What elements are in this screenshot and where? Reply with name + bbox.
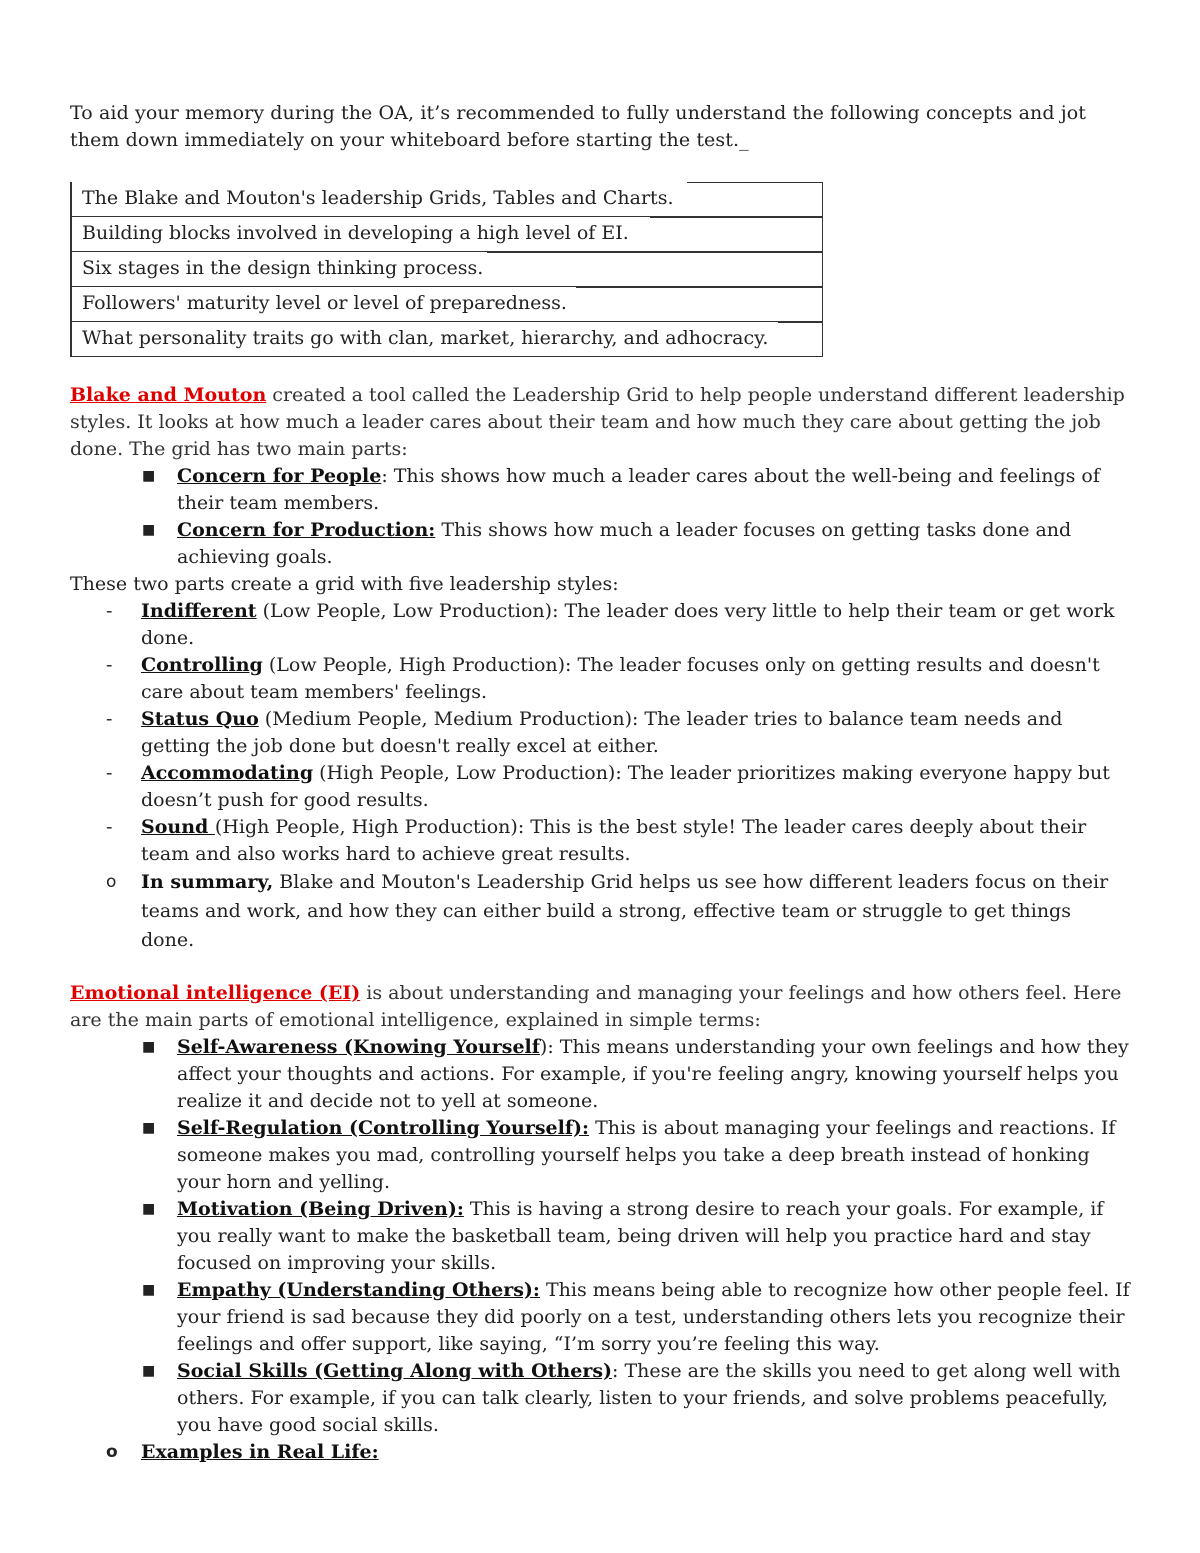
styles-intro: These two parts create a grid with five leadership styles: <box>70 573 619 595</box>
term: Concern for Production: <box>177 519 436 541</box>
square-bullet-icon: ■ <box>142 1282 156 1298</box>
square-bullet-icon: ■ <box>142 1201 156 1217</box>
list-item <box>70 1034 1130 1115</box>
row-underline <box>487 252 822 253</box>
circle-bullet-icon: o <box>106 1442 118 1462</box>
list-item <box>70 1358 1130 1439</box>
definition: (Medium People, Medium Production): The leader tries to balance team needs and getting the job done but doesn't really excel at either. <box>141 708 1063 757</box>
ei-intro-text: is about understanding and managing your feelings and how others feel. Here are the main parts of emotional intelligence, explained in simple terms: <box>70 982 1122 1031</box>
term: Sound <box>141 816 215 838</box>
term: Social Skills (Getting Along with Others) <box>177 1360 613 1382</box>
dash-bullet-icon: - <box>106 816 113 838</box>
definition: ): This means understanding your own feelings and how they affect your thoughts and actions. For example, if you're feeling angry, knowing yourself helps you realize it and decide not to yell at someone. <box>177 1036 1129 1112</box>
concept-text: Followers' maturity level or level of preparedness. <box>82 292 567 314</box>
concept-row <box>72 286 822 321</box>
square-bullet-icon: ■ <box>142 468 156 484</box>
examples-label: Examples in Real Life: <box>141 1441 379 1463</box>
term: Concern for People <box>177 465 382 487</box>
term: Self-Regulation (Controlling Yourself): <box>177 1117 590 1139</box>
list-item <box>70 1115 1130 1196</box>
concepts-table <box>70 182 823 357</box>
term: Indifferent <box>141 600 257 622</box>
definition: This is about managing your feelings and reactions. If someone makes you mad, controlling yourself helps you take a deep breath instead of honking your horn and yelling. <box>177 1117 1116 1193</box>
term: Self-Awareness (Knowing Yourself <box>177 1036 540 1058</box>
row-underline <box>650 217 822 218</box>
square-bullet-icon: ■ <box>142 1039 156 1055</box>
concept-text: The Blake and Mouton's leadership Grids, Tables and Charts. <box>82 187 674 209</box>
term: Accommodating <box>141 762 314 784</box>
dash-bullet-icon: - <box>106 708 113 730</box>
list-item <box>70 1196 1130 1277</box>
summary-text: Blake and Mouton's Leadership Grid helps us see how different leaders focus on their teams and work, and how they can either build a strong, effective team or struggle to get things done. <box>141 871 1109 951</box>
ei-heading: Emotional intelligence (EI) <box>70 982 361 1004</box>
ei-intro <box>70 980 1130 1034</box>
dash-bullet-icon: - <box>106 600 113 622</box>
term: Controlling <box>141 654 263 676</box>
concept-row <box>72 182 822 216</box>
concept-text: What personality traits go with clan, market, hierarchy, and adhocracy. <box>82 327 769 349</box>
definition: : This shows how much a leader cares about the well-being and feelings of their team members. <box>177 465 1100 514</box>
definition: This shows how much a leader focuses on getting tasks done and achieving goals. <box>177 519 1072 568</box>
list-item <box>70 598 1130 652</box>
definition: This means being able to recognize how other people feel. If your friend is sad because they did poorly on a test, understanding others lets you recognize their feelings and offer support, like saying, “I’m sorry you’re feeling this way. <box>177 1279 1130 1355</box>
definition: (High People, High Production): This is the best style! The leader cares deeply about their team and also works hard to achieve great results. <box>141 816 1087 865</box>
definition: (Low People, High Production): The leader focuses only on getting results and doesn't care about team members' feelings. <box>141 654 1100 703</box>
blake-mouton-section <box>70 382 1130 955</box>
list-item <box>70 706 1130 760</box>
row-underline <box>576 287 822 288</box>
square-bullet-icon: ■ <box>142 522 156 538</box>
dash-bullet-icon: - <box>106 654 113 676</box>
list-item <box>70 1277 1130 1358</box>
concept-row <box>72 216 822 251</box>
row-underline <box>687 182 822 183</box>
concept-text: Building blocks involved in developing a high level of EI. <box>82 222 629 244</box>
definition: (High People, Low Production): The leader prioritizes making everyone happy but doesn’t push for good results. <box>141 762 1110 811</box>
examples-item <box>70 1439 1130 1466</box>
summary-term: In summary, <box>141 871 274 893</box>
blake-mouton-heading: Blake and Mouton <box>70 384 267 406</box>
concept-text: Six stages in the design thinking process. <box>82 257 484 279</box>
definition: (Low People, Low Production): The leader does very little to help their team or get work done. <box>141 600 1115 649</box>
ei-section <box>70 980 1130 1466</box>
blake-intro-text: created a tool called the Leadership Grid to help people understand different leadership styles. It looks at how much a leader cares about their team and how much they care about getting the job done. The grid has two main parts: <box>70 384 1125 460</box>
list-item <box>70 814 1130 868</box>
dash-bullet-icon: - <box>106 762 113 784</box>
list-item <box>70 652 1130 706</box>
list-item <box>70 463 1130 517</box>
summary-item <box>70 868 1130 955</box>
term: Empathy (Understanding Others): <box>177 1279 540 1301</box>
concept-row <box>72 321 822 356</box>
circle-bullet-icon: o <box>106 872 117 892</box>
intro-paragraph: To aid your memory during the OA, it’s recommended to fully understand the following concepts and jot them down immediately on your whiteboard before starting the test._ <box>70 102 1087 151</box>
square-bullet-icon: ■ <box>142 1363 156 1379</box>
concept-row <box>72 251 822 286</box>
row-underline <box>778 322 822 323</box>
definition: : These are the skills you need to get along well with others. For example, if you can talk clearly, listen to your friends, and solve problems peacefully, you have good social skills. <box>177 1360 1121 1436</box>
list-item <box>70 517 1130 571</box>
definition: This is having a strong desire to reach your goals. For example, if you really want to make the basketball team, being driven will help you practice hard and stay focused on improving your skills. <box>177 1198 1104 1274</box>
term: Motivation (Being Driven): <box>177 1198 464 1220</box>
square-bullet-icon: ■ <box>142 1120 156 1136</box>
list-item <box>70 760 1130 814</box>
term: Status Quo <box>141 708 259 730</box>
blake-intro <box>70 382 1130 463</box>
